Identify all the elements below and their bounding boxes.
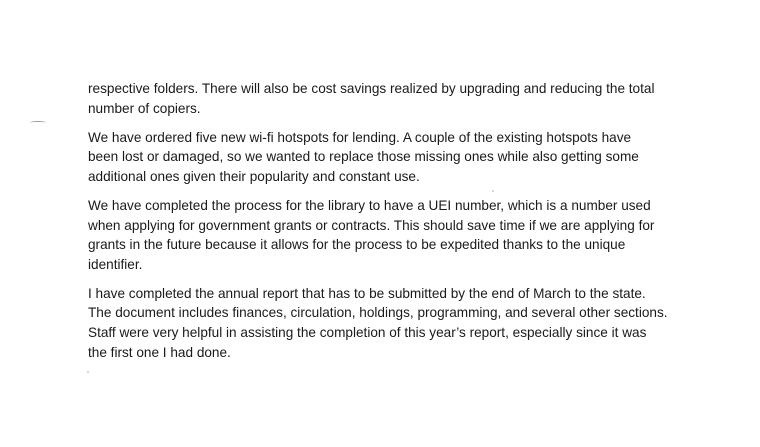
paragraph-annual-report: I have completed the annual report that has to be submitted by the end of March to the state. The document includes finances, circulation, holdings, programming, and several other sections. Staff were very helpful in assisting the completion of this year’s report, especially since it was the first one I had done. <box>88 285 668 360</box>
document-body <box>88 79 688 372</box>
scan-artifact-mark <box>30 121 46 124</box>
paragraph-copiers: respective folders. There will also be cost savings realized by upgrading and reducing the total number of copiers. <box>88 81 655 116</box>
paragraph-uei-number: We have completed the process for the library to have a UEI number, which is a number used when applying for government grants or contracts. This should save time if we are applying for grants in the future because it allows for the process to be expedited thanks to the unique identifier. <box>88 197 655 272</box>
paragraph-hotspots: We have ordered five new wi-fi hotspots for lending. A couple of the existing hotspots have been lost or damaged, so we wanted to replace those missing ones while also getting some additional ones given their popularity and constant use. <box>88 129 639 184</box>
